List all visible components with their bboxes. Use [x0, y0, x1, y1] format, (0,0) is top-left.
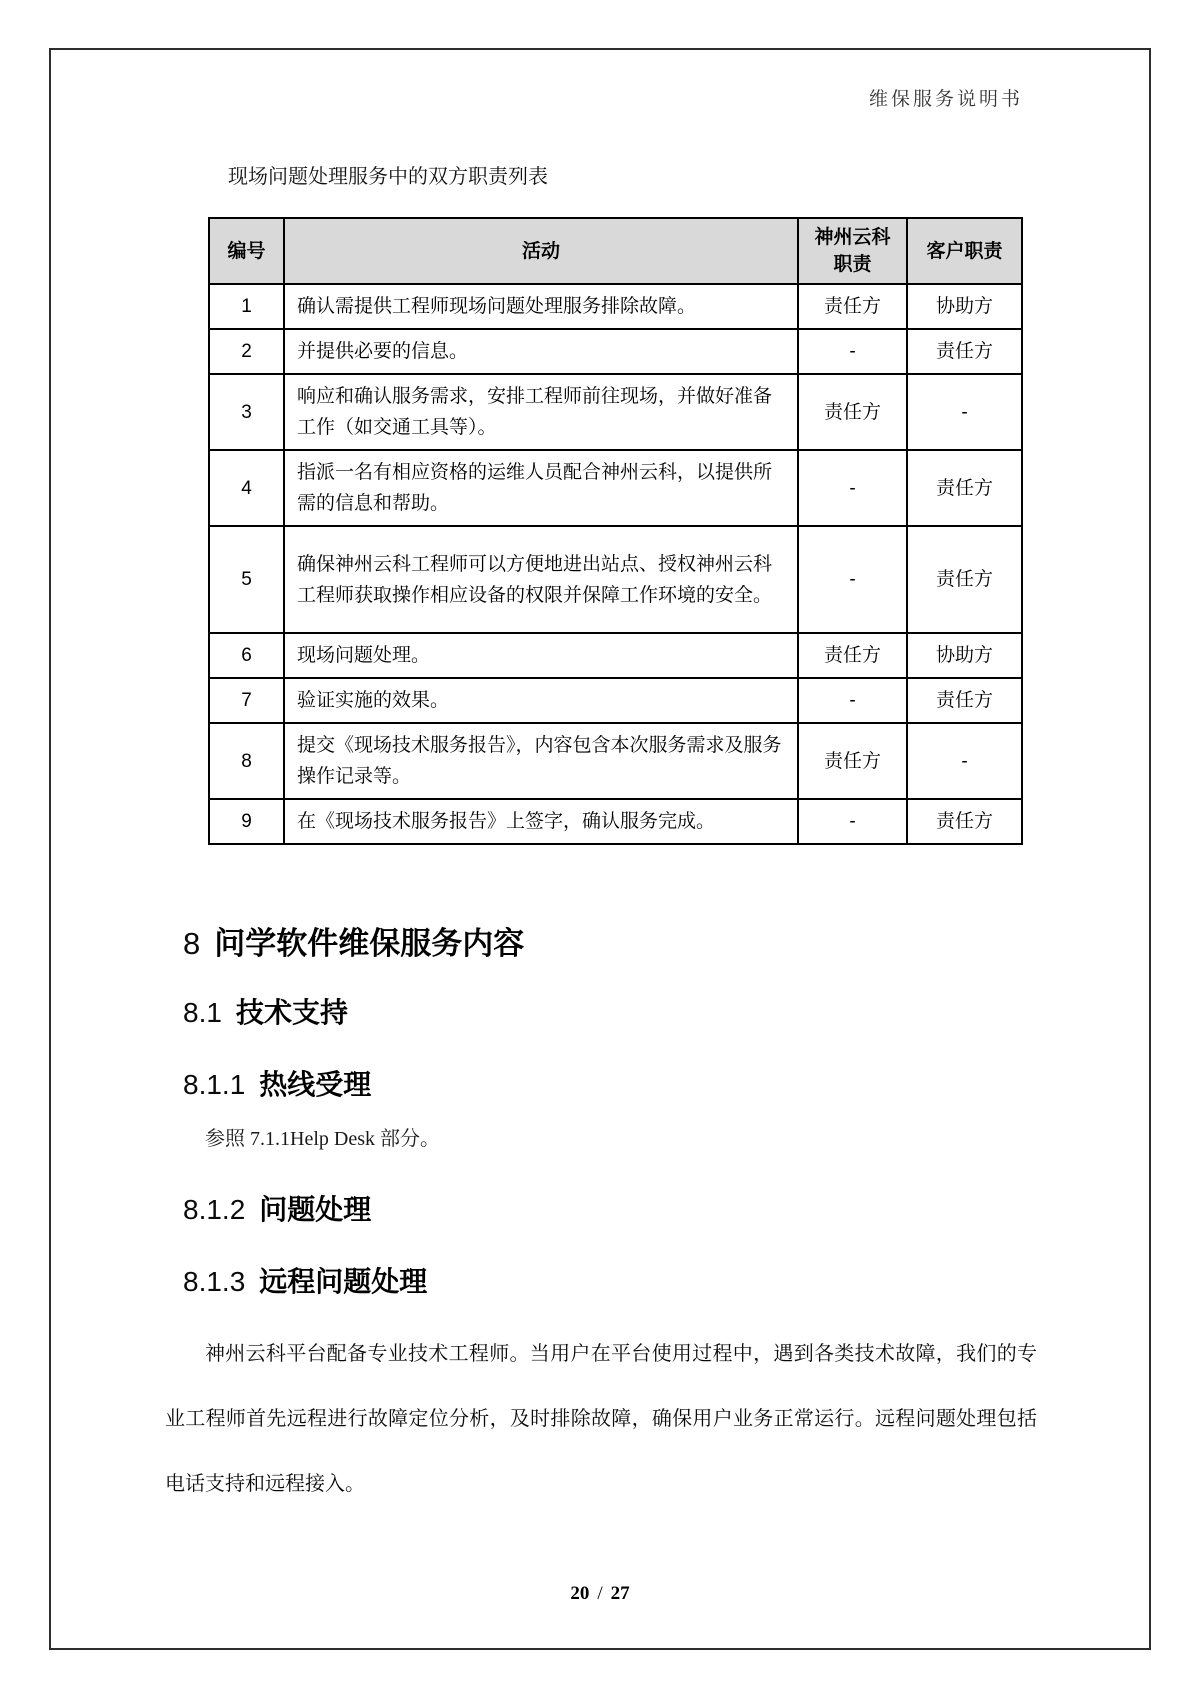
cell-vendor-responsibility: -	[798, 329, 907, 374]
cell-activity: 提交《现场技术服务报告》，内容包含本次服务需求及服务操作记录等。	[284, 723, 798, 799]
cell-activity: 响应和确认服务需求，安排工程师前往现场，并做好准备工作（如交通工具等）。	[284, 374, 798, 450]
cell-number: 3	[209, 374, 284, 450]
responsibility-table	[208, 217, 1023, 845]
cell-customer-responsibility: 协助方	[907, 633, 1022, 678]
section-heading-8-1-3	[183, 1260, 427, 1300]
cell-activity: 指派一名有相应资格的运维人员配合神州云科，以提供所需的信息和帮助。	[284, 450, 798, 526]
section-title: 问题处理	[259, 1194, 372, 1225]
cell-customer-responsibility: 责任方	[907, 450, 1022, 526]
cell-activity: 确认需提供工程师现场问题处理服务排除故障。	[284, 284, 798, 329]
section-heading-8-1	[183, 991, 348, 1031]
vendor-header-line2: 职责	[833, 254, 872, 275]
cell-vendor-responsibility: -	[798, 799, 907, 844]
cell-customer-responsibility: 协助方	[907, 284, 1022, 329]
section-number: 8	[183, 926, 201, 961]
section-title: 远程问题处理	[259, 1266, 428, 1297]
document-title-header: 维保服务说明书	[868, 89, 1023, 110]
table-row	[209, 450, 1022, 526]
table-body	[209, 284, 1022, 844]
section-title: 热线受理	[259, 1069, 372, 1100]
cell-vendor-responsibility: 责任方	[798, 633, 907, 678]
section-heading-8-1-1	[183, 1063, 371, 1103]
cell-number: 4	[209, 450, 284, 526]
col-header-activity: 活动	[284, 218, 798, 284]
col-header-vendor-responsibility	[798, 218, 907, 284]
table-row	[209, 526, 1022, 633]
cell-customer-responsibility: 责任方	[907, 678, 1022, 723]
cell-vendor-responsibility: -	[798, 450, 907, 526]
page-number-separator: /	[597, 1583, 603, 1604]
cell-number: 8	[209, 723, 284, 799]
page-footer	[0, 1583, 1200, 1605]
cell-number: 5	[209, 526, 284, 633]
table-row	[209, 678, 1022, 723]
cell-activity: 并提供必要的信息。	[284, 329, 798, 374]
page-number-total: 27	[610, 1583, 630, 1604]
cell-vendor-responsibility: -	[798, 678, 907, 723]
table-row	[209, 799, 1022, 844]
cell-number: 7	[209, 678, 284, 723]
section-number: 8.1	[183, 997, 222, 1028]
cell-number: 9	[209, 799, 284, 844]
cell-activity: 确保神州云科工程师可以方便地进出站点、授权神州云科工程师获取操作相应设备的权限并保障工作环境的安全。	[284, 526, 798, 633]
cell-vendor-responsibility: -	[798, 526, 907, 633]
section-heading-8	[183, 918, 524, 963]
section-number: 8.1.3	[183, 1266, 246, 1297]
cell-vendor-responsibility: 责任方	[798, 723, 907, 799]
cell-number: 6	[209, 633, 284, 678]
cell-customer-responsibility: 责任方	[907, 526, 1022, 633]
table-row	[209, 374, 1022, 450]
cell-number: 1	[209, 284, 284, 329]
section-heading-8-1-2	[183, 1188, 371, 1228]
table-caption: 现场问题处理服务中的双方职责列表	[228, 166, 548, 188]
vendor-header-line1: 神州云科	[814, 227, 891, 248]
cell-activity: 现场问题处理。	[284, 633, 798, 678]
table-row	[209, 633, 1022, 678]
cell-customer-responsibility: 责任方	[907, 799, 1022, 844]
col-header-number: 编号	[209, 218, 284, 284]
table-row	[209, 284, 1022, 329]
cell-customer-responsibility: -	[907, 723, 1022, 799]
table-row	[209, 329, 1022, 374]
section-title: 技术支持	[235, 997, 348, 1028]
page-number-current: 20	[570, 1583, 590, 1604]
section-number: 8.1.1	[183, 1069, 246, 1100]
cell-customer-responsibility: -	[907, 374, 1022, 450]
cell-vendor-responsibility: 责任方	[798, 374, 907, 450]
table-header-row	[209, 218, 1022, 284]
reference-paragraph: 参照 7.1.1Help Desk 部分。	[205, 1128, 440, 1150]
cell-activity: 验证实施的效果。	[284, 678, 798, 723]
cell-activity: 在《现场技术服务报告》上签字，确认服务完成。	[284, 799, 798, 844]
table-row	[209, 723, 1022, 799]
cell-customer-responsibility: 责任方	[907, 329, 1022, 374]
cell-number: 2	[209, 329, 284, 374]
body-paragraph: 神州云科平台配备专业技术工程师。当用户在平台使用过程中，遇到各类技术故障，我们的专业工程师首先远程进行故障定位分析，及时排除故障，确保用户业务正常运行。远程问题处理包括电话支持和远程接入。	[165, 1343, 1037, 1495]
cell-vendor-responsibility: 责任方	[798, 284, 907, 329]
col-header-customer-responsibility: 客户职责	[907, 218, 1022, 284]
section-number: 8.1.2	[183, 1194, 246, 1225]
section-title: 问学软件维保服务内容	[214, 926, 525, 961]
